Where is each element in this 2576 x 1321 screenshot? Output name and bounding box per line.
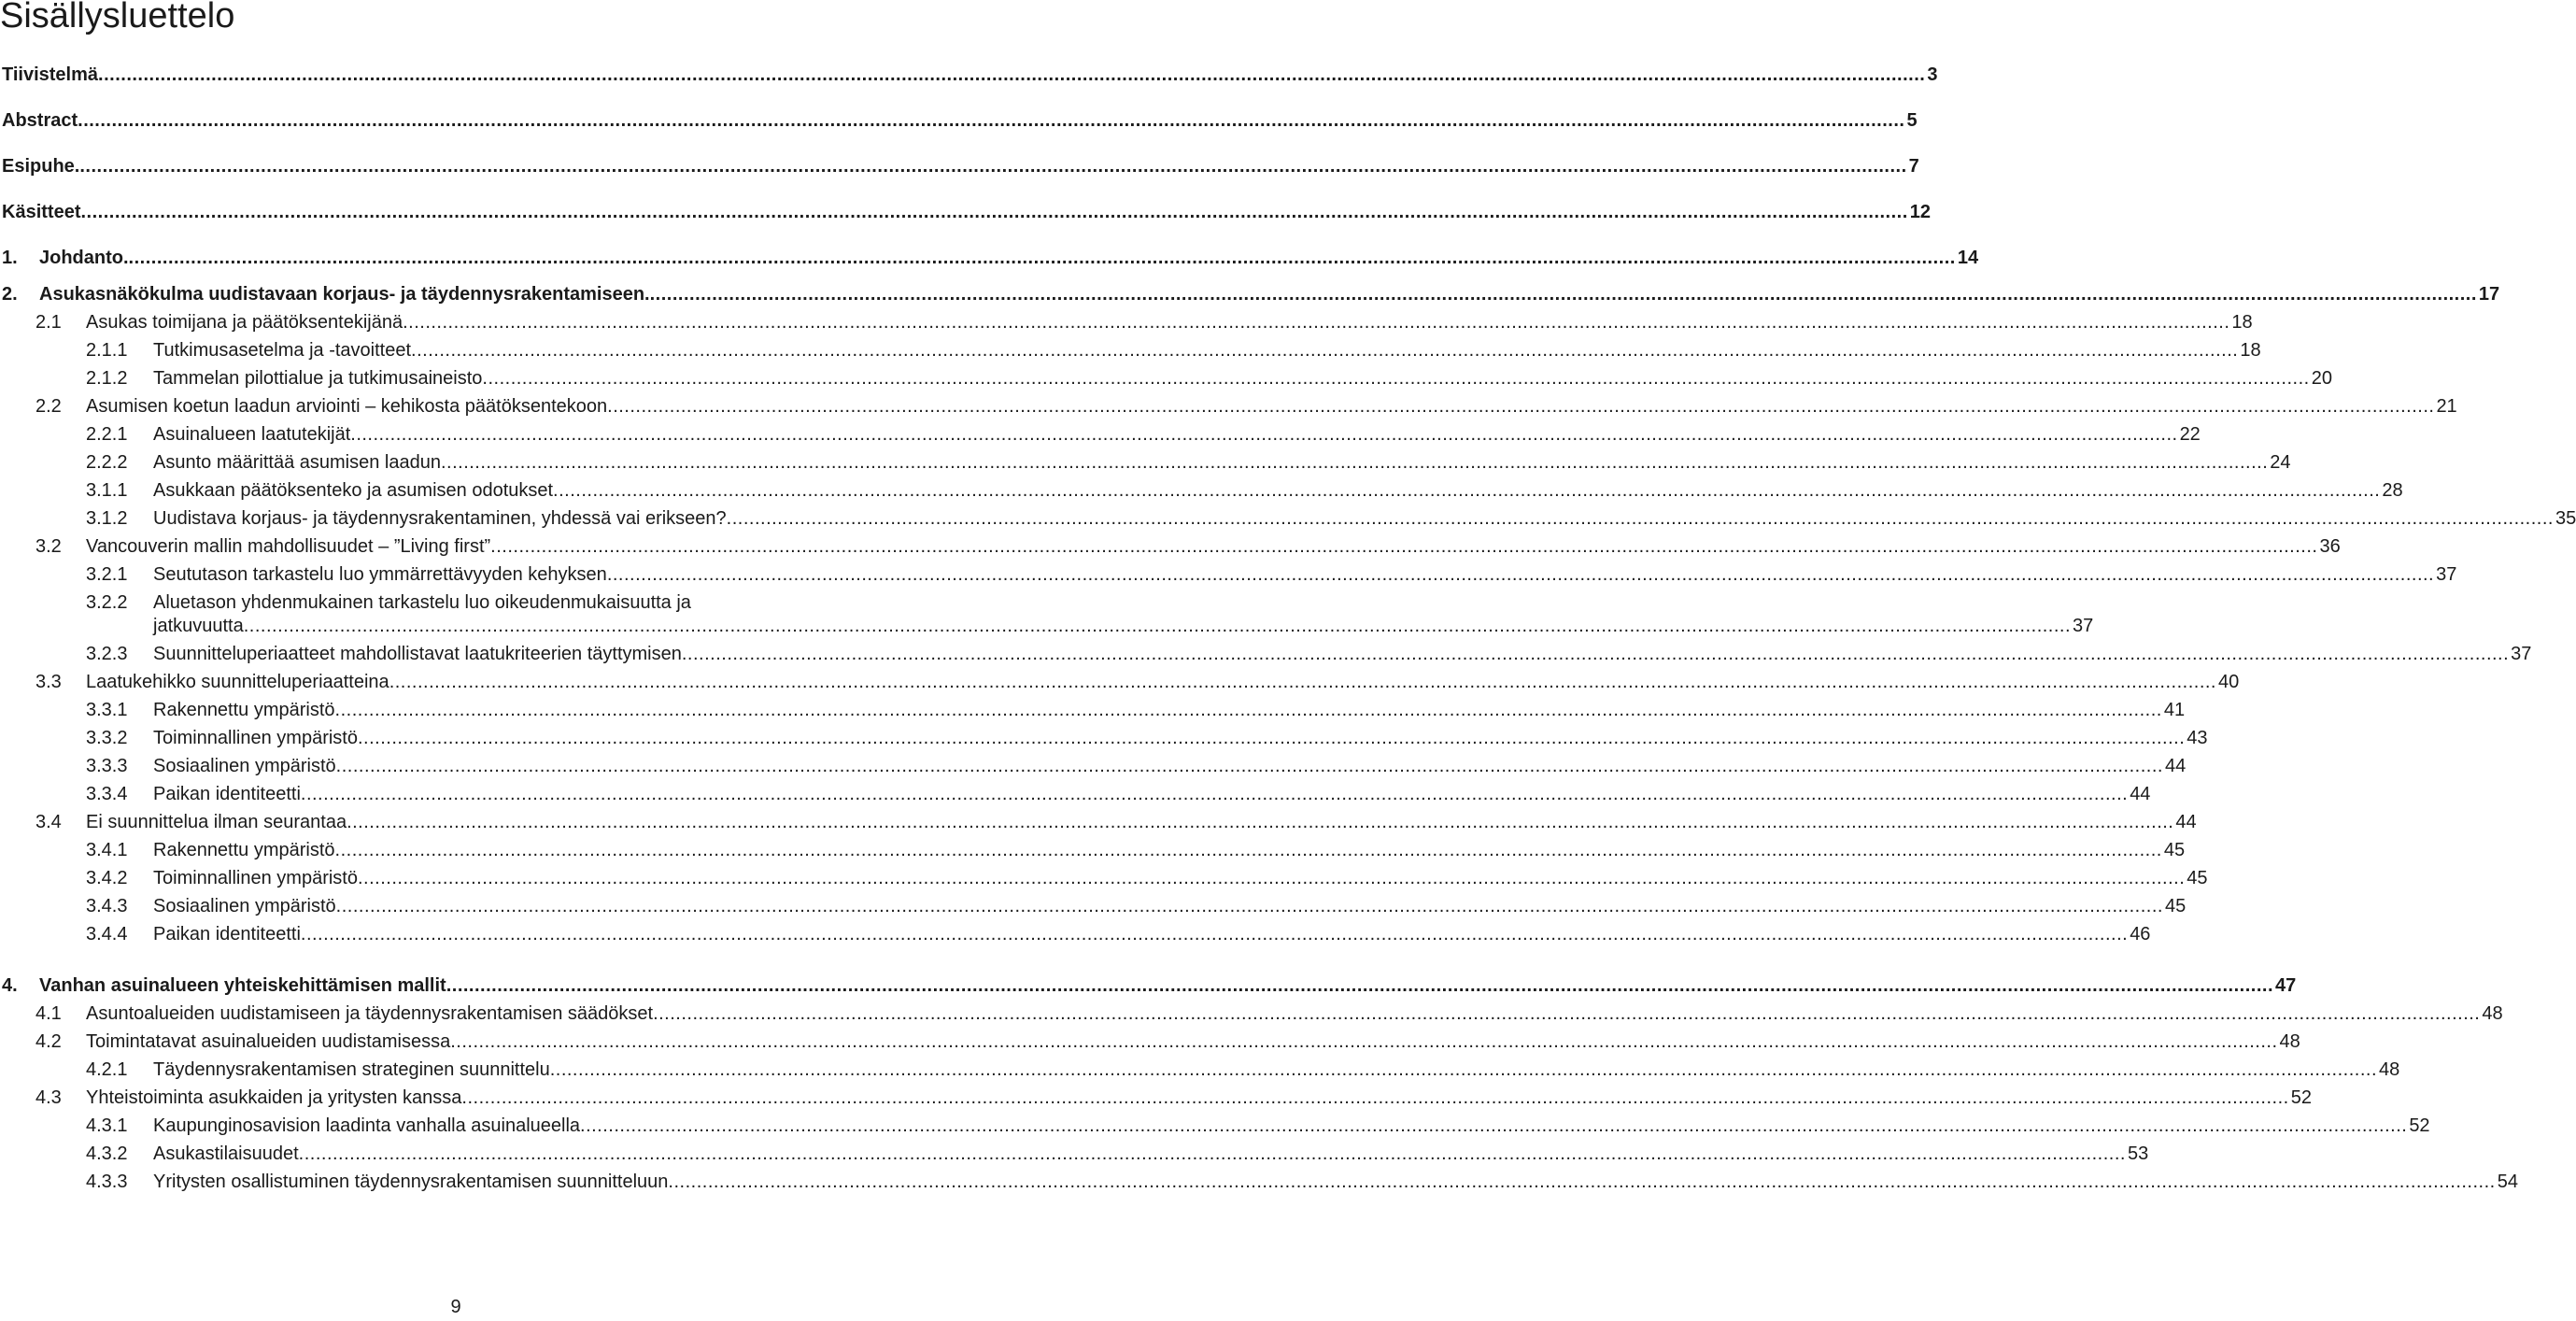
toc-entry-label: Kaupunginosavision laadinta vanhalla asuinalueella xyxy=(153,1115,581,1136)
toc-entry-page: 47 xyxy=(2275,975,2297,996)
toc-entry-label: Yhteistoiminta asukkaiden ja yritysten kanssa xyxy=(86,1087,462,1108)
toc-entry-page: 43 xyxy=(2187,728,2208,748)
toc-entry-label: Rakennettu ympäristö xyxy=(153,840,335,860)
toc-leader-dots xyxy=(482,367,2309,390)
toc-entry[interactable] xyxy=(0,665,2240,693)
toc-entry-number: 3.4.1 xyxy=(86,840,128,860)
toc-entry-page: 22 xyxy=(2179,424,2201,445)
toc-entry-page: 40 xyxy=(2217,672,2240,692)
toc-entry-label: Abstract xyxy=(2,110,78,131)
toc-entry-page: 37 xyxy=(2511,644,2532,664)
toc-entry[interactable] xyxy=(0,241,1979,269)
toc-leader-dots xyxy=(653,1002,2480,1025)
toc-entry-label: Suunnitteluperiaatteet mahdollistavat laatukriteerien täyttymisen xyxy=(153,644,682,664)
toc-entry-label: Asumisen koetun laadun arviointi – kehikosta päätöksentekoon xyxy=(86,396,608,417)
toc-entry-label: Asuntoalueiden uudistamiseen ja täydennysrakentamisen säädökset xyxy=(86,1003,654,1024)
toc-entry-page: 35 xyxy=(2555,508,2576,529)
toc-entry-label: Paikan identiteetti xyxy=(153,784,301,804)
toc-entry-label: Käsitteet xyxy=(2,202,81,222)
toc-entry-label: Asukkaan päätöksenteko ja asumisen odotukset xyxy=(153,480,554,501)
toc-entry-number: 2. xyxy=(2,284,18,305)
toc-entry-page: 45 xyxy=(2187,868,2208,888)
toc-entry[interactable] xyxy=(0,502,2576,530)
toc-entry[interactable] xyxy=(0,362,2332,390)
toc-entry[interactable] xyxy=(0,637,2532,665)
page-number: 9 xyxy=(450,1297,461,1317)
toc-entry[interactable] xyxy=(0,530,2341,558)
toc-leader-dots xyxy=(299,1143,2126,1165)
toc-entry-number: 3.4.2 xyxy=(86,868,128,888)
toc-entry-number: 3.1.1 xyxy=(86,480,128,501)
toc-entry[interactable] xyxy=(0,334,2261,362)
toc-entry-label: Vanhan asuinalueen yhteiskehittämisen mallit xyxy=(39,975,446,996)
toc-entry-number: 3.4.3 xyxy=(86,896,128,916)
toc-entry[interactable] xyxy=(0,969,2297,997)
toc-entry-label: Toiminnallinen ympäristö xyxy=(153,728,358,748)
toc-entry[interactable] xyxy=(0,558,2457,586)
toc-entry-page: 44 xyxy=(2164,756,2187,776)
toc-entry-label: Asuinalueen laatutekijät xyxy=(153,424,351,445)
toc-entry[interactable] xyxy=(0,1137,2149,1165)
toc-entry-label: Toimintatavat asuinalueiden uudistamisessa xyxy=(86,1031,451,1052)
toc-entry-label: Tiivistelmä xyxy=(2,64,99,85)
toc-entry-number: 2.1 xyxy=(35,312,62,333)
toc-leader-dots xyxy=(129,247,1956,269)
toc-entry[interactable] xyxy=(0,917,2151,945)
toc-leader-dots xyxy=(550,1058,2377,1081)
toc-entry-page: 24 xyxy=(2270,452,2291,473)
toc-entry-page: 44 xyxy=(2175,812,2197,832)
toc-entry[interactable] xyxy=(0,861,2208,889)
toc-entry[interactable] xyxy=(0,1109,2430,1137)
toc-leader-dots xyxy=(244,615,2071,637)
toc-entry-page: 18 xyxy=(2231,312,2253,333)
toc-leader-dots xyxy=(403,311,2229,334)
toc-leader-dots xyxy=(358,867,2185,889)
toc-entry-number: 3.2.3 xyxy=(86,644,128,664)
toc-entry-number: 4.2.1 xyxy=(86,1059,128,1080)
toc-entry-page: 52 xyxy=(2409,1115,2430,1136)
toc-leader-dots xyxy=(650,283,2477,305)
toc-entry-page: 46 xyxy=(2130,924,2151,945)
toc-entry-number: 3.3.3 xyxy=(86,756,128,776)
toc-entry-number: 2.1.1 xyxy=(86,340,128,361)
toc-entry-label: Ei suunnittelua ilman seurantaa xyxy=(86,812,347,832)
toc-entry[interactable] xyxy=(0,749,2187,777)
toc-entry[interactable] xyxy=(0,195,1932,223)
toc-entry-label: Sosiaalinen ympäristö xyxy=(153,896,336,916)
toc-leader-dots xyxy=(580,1115,2407,1137)
toc-entry[interactable] xyxy=(0,418,2201,446)
toc-leader-dots xyxy=(461,1087,2288,1109)
toc-entry-page: 41 xyxy=(2163,700,2186,720)
toc-leader-dots xyxy=(98,64,1925,86)
toc-entry-page: 7 xyxy=(1908,156,1919,177)
toc-entry-label: Sosiaalinen ympäristö xyxy=(153,756,336,776)
toc-entry-page: 36 xyxy=(2319,536,2341,557)
toc-entry-page: 45 xyxy=(2164,896,2187,916)
toc-entry-page: 12 xyxy=(1909,202,1932,222)
toc-entry-number: 4. xyxy=(2,975,18,996)
toc-entry-page: 14 xyxy=(1957,248,1979,268)
toc-entry-page: 18 xyxy=(2240,340,2261,361)
toc-entry-label: Toiminnallinen ympäristö xyxy=(153,868,358,888)
toc-entry-page: 45 xyxy=(2163,840,2186,860)
toc-entry-number: 3.2 xyxy=(35,536,62,557)
toc-entry[interactable] xyxy=(0,149,1919,178)
toc-entry[interactable] xyxy=(0,1053,2400,1081)
toc-leader-dots xyxy=(727,507,2554,530)
toc-entry[interactable] xyxy=(0,1081,2312,1109)
toc-entry-label: Tammelan pilottialue ja tutkimusaineisto xyxy=(153,368,483,389)
toc-leader-dots xyxy=(335,839,2162,861)
toc-entry-number: 4.3.2 xyxy=(86,1143,128,1164)
toc-entry[interactable] xyxy=(0,277,2500,305)
toc-leader-dots xyxy=(607,563,2434,586)
toc-entry[interactable] xyxy=(0,474,2403,502)
toc-entry-label: Laatukehikko suunnitteluperiaatteina xyxy=(86,672,389,692)
toc-entry-number: 3.4.4 xyxy=(86,924,128,945)
toc-entry-page: 17 xyxy=(2478,284,2500,305)
toc-leader-dots xyxy=(336,895,2163,917)
toc-entry-number: 2.1.2 xyxy=(86,368,128,389)
toc-leader-dots xyxy=(450,1030,2277,1053)
toc-entry[interactable] xyxy=(0,777,2151,805)
toc-entry[interactable] xyxy=(0,305,2253,334)
toc-leader-dots xyxy=(607,395,2434,418)
toc-entry-label: Johdanto. xyxy=(39,248,129,268)
toc-leader-dots xyxy=(389,671,2216,693)
toc-entry[interactable] xyxy=(0,58,1938,86)
toc-entry-number: 3.2.2 xyxy=(86,592,128,613)
toc-entry-number: 3.1.2 xyxy=(86,508,128,529)
toc-entry-label: Asukas toimijana ja päätöksentekijänä xyxy=(86,312,403,333)
toc-entry-page: 44 xyxy=(2130,784,2151,804)
toc-entry-number: 3.2.1 xyxy=(86,564,128,585)
toc-leader-dots xyxy=(80,201,1907,223)
toc-entry-label: Asukastilaisuudet xyxy=(153,1143,299,1164)
toc-leader-dots xyxy=(301,923,2128,945)
toc-entry-label: Esipuhe. xyxy=(2,156,80,177)
toc-entry-page: 20 xyxy=(2311,368,2332,389)
toc-entry-page: 53 xyxy=(2127,1143,2149,1164)
toc-entry-number: 3.3.1 xyxy=(86,700,128,720)
toc-entry-number: 3.4 xyxy=(35,812,62,832)
toc-leader-dots xyxy=(336,755,2163,777)
toc-leader-dots xyxy=(350,423,2177,446)
toc-leader-dots xyxy=(347,811,2173,833)
toc-leader-dots xyxy=(490,535,2317,558)
toc-entry-label: jatkuvuutta xyxy=(153,616,244,636)
toc-leader-dots xyxy=(78,109,1904,132)
toc-entry-label: Aluetason yhdenmukainen tarkastelu luo oikeudenmukaisuutta ja xyxy=(153,592,691,613)
toc-entry-number: 1. xyxy=(2,248,18,268)
toc-entry[interactable] xyxy=(0,609,2094,637)
toc-entry-page: 52 xyxy=(2290,1087,2312,1108)
toc-entry-page: 48 xyxy=(2279,1031,2300,1052)
toc-leader-dots xyxy=(335,699,2162,721)
toc-leader-dots xyxy=(411,339,2238,362)
toc-leader-dots xyxy=(682,643,2509,665)
toc-leader-dots xyxy=(553,479,2380,502)
toc-entry[interactable] xyxy=(0,889,2187,917)
toc-entry-page: 48 xyxy=(2482,1003,2503,1024)
page-title: Sisällysluettelo xyxy=(0,0,235,36)
toc-entry[interactable] xyxy=(0,805,2197,833)
toc-entry-page: 37 xyxy=(2073,616,2094,636)
toc-entry[interactable] xyxy=(0,104,1918,132)
toc-entry-number: 4.3.1 xyxy=(86,1115,128,1136)
toc-leader-dots xyxy=(668,1171,2495,1193)
toc-leader-dots xyxy=(358,727,2185,749)
toc-entry-label: Uudistava korjaus- ja täydennysrakentaminen, yhdessä vai erikseen? xyxy=(153,508,727,529)
toc-leader-dots xyxy=(441,451,2268,474)
toc-entry[interactable] xyxy=(0,446,2291,474)
toc-entry-number: 4.1 xyxy=(35,1003,62,1024)
toc-entry-number: 3.3 xyxy=(35,672,62,692)
toc-entry-label: Paikan identiteetti xyxy=(153,924,301,945)
toc-entry-page: 37 xyxy=(2436,564,2457,585)
toc-entry-label: Tutkimusasetelma ja -tavoitteet xyxy=(153,340,412,361)
toc-entry[interactable] xyxy=(0,721,2208,749)
toc-leader-dots xyxy=(446,974,2273,997)
toc-entry-page: 21 xyxy=(2436,396,2457,417)
toc-entry[interactable] xyxy=(0,390,2457,418)
toc-entry-number: 3.3.4 xyxy=(86,784,128,804)
toc-entry-number: 2.2.1 xyxy=(86,424,128,445)
toc-entry-label: Seututason tarkastelu luo ymmärrettävyyden kehyksen xyxy=(153,564,607,585)
toc-entry-label: Täydennysrakentamisen strateginen suunnittelu xyxy=(153,1059,550,1080)
toc-entry[interactable] xyxy=(0,1025,2300,1053)
toc-entry[interactable] xyxy=(0,693,2186,721)
toc-entry-number: 4.3 xyxy=(35,1087,62,1108)
toc-leader-dots xyxy=(301,783,2128,805)
toc-entry[interactable] xyxy=(0,997,2503,1025)
toc-entry-page: 5 xyxy=(1906,110,1918,131)
toc-entry[interactable] xyxy=(0,833,2186,861)
toc-entry-label: Vancouverin mallin mahdollisuudet – ”Living first” xyxy=(86,536,491,557)
toc-entry-label: Rakennettu ympäristö xyxy=(153,700,335,720)
toc-entry-page: 54 xyxy=(2497,1172,2518,1192)
toc-leader-dots xyxy=(79,155,1906,178)
toc-entry-label: Asunto määrittää asumisen laadun xyxy=(153,452,441,473)
toc-entry-number: 2.2.2 xyxy=(86,452,128,473)
toc-entry-number: 3.3.2 xyxy=(86,728,128,748)
toc-entry-number: 2.2 xyxy=(35,396,62,417)
toc-entry-page: 28 xyxy=(2382,480,2403,501)
toc-entry-page: 48 xyxy=(2379,1059,2400,1080)
toc-entry-number: 4.3.3 xyxy=(86,1172,128,1192)
toc-entry[interactable] xyxy=(0,1165,2518,1193)
toc-entry-page: 3 xyxy=(1927,64,1938,85)
toc-entry-number: 4.2 xyxy=(35,1031,62,1052)
toc-entry-label: Asukasnäkökulma uudistavaan korjaus- ja täydennysrakentamiseen. xyxy=(39,284,650,305)
toc-entry-label: Yritysten osallistuminen täydennysrakentamisen suunnitteluun xyxy=(153,1172,669,1192)
